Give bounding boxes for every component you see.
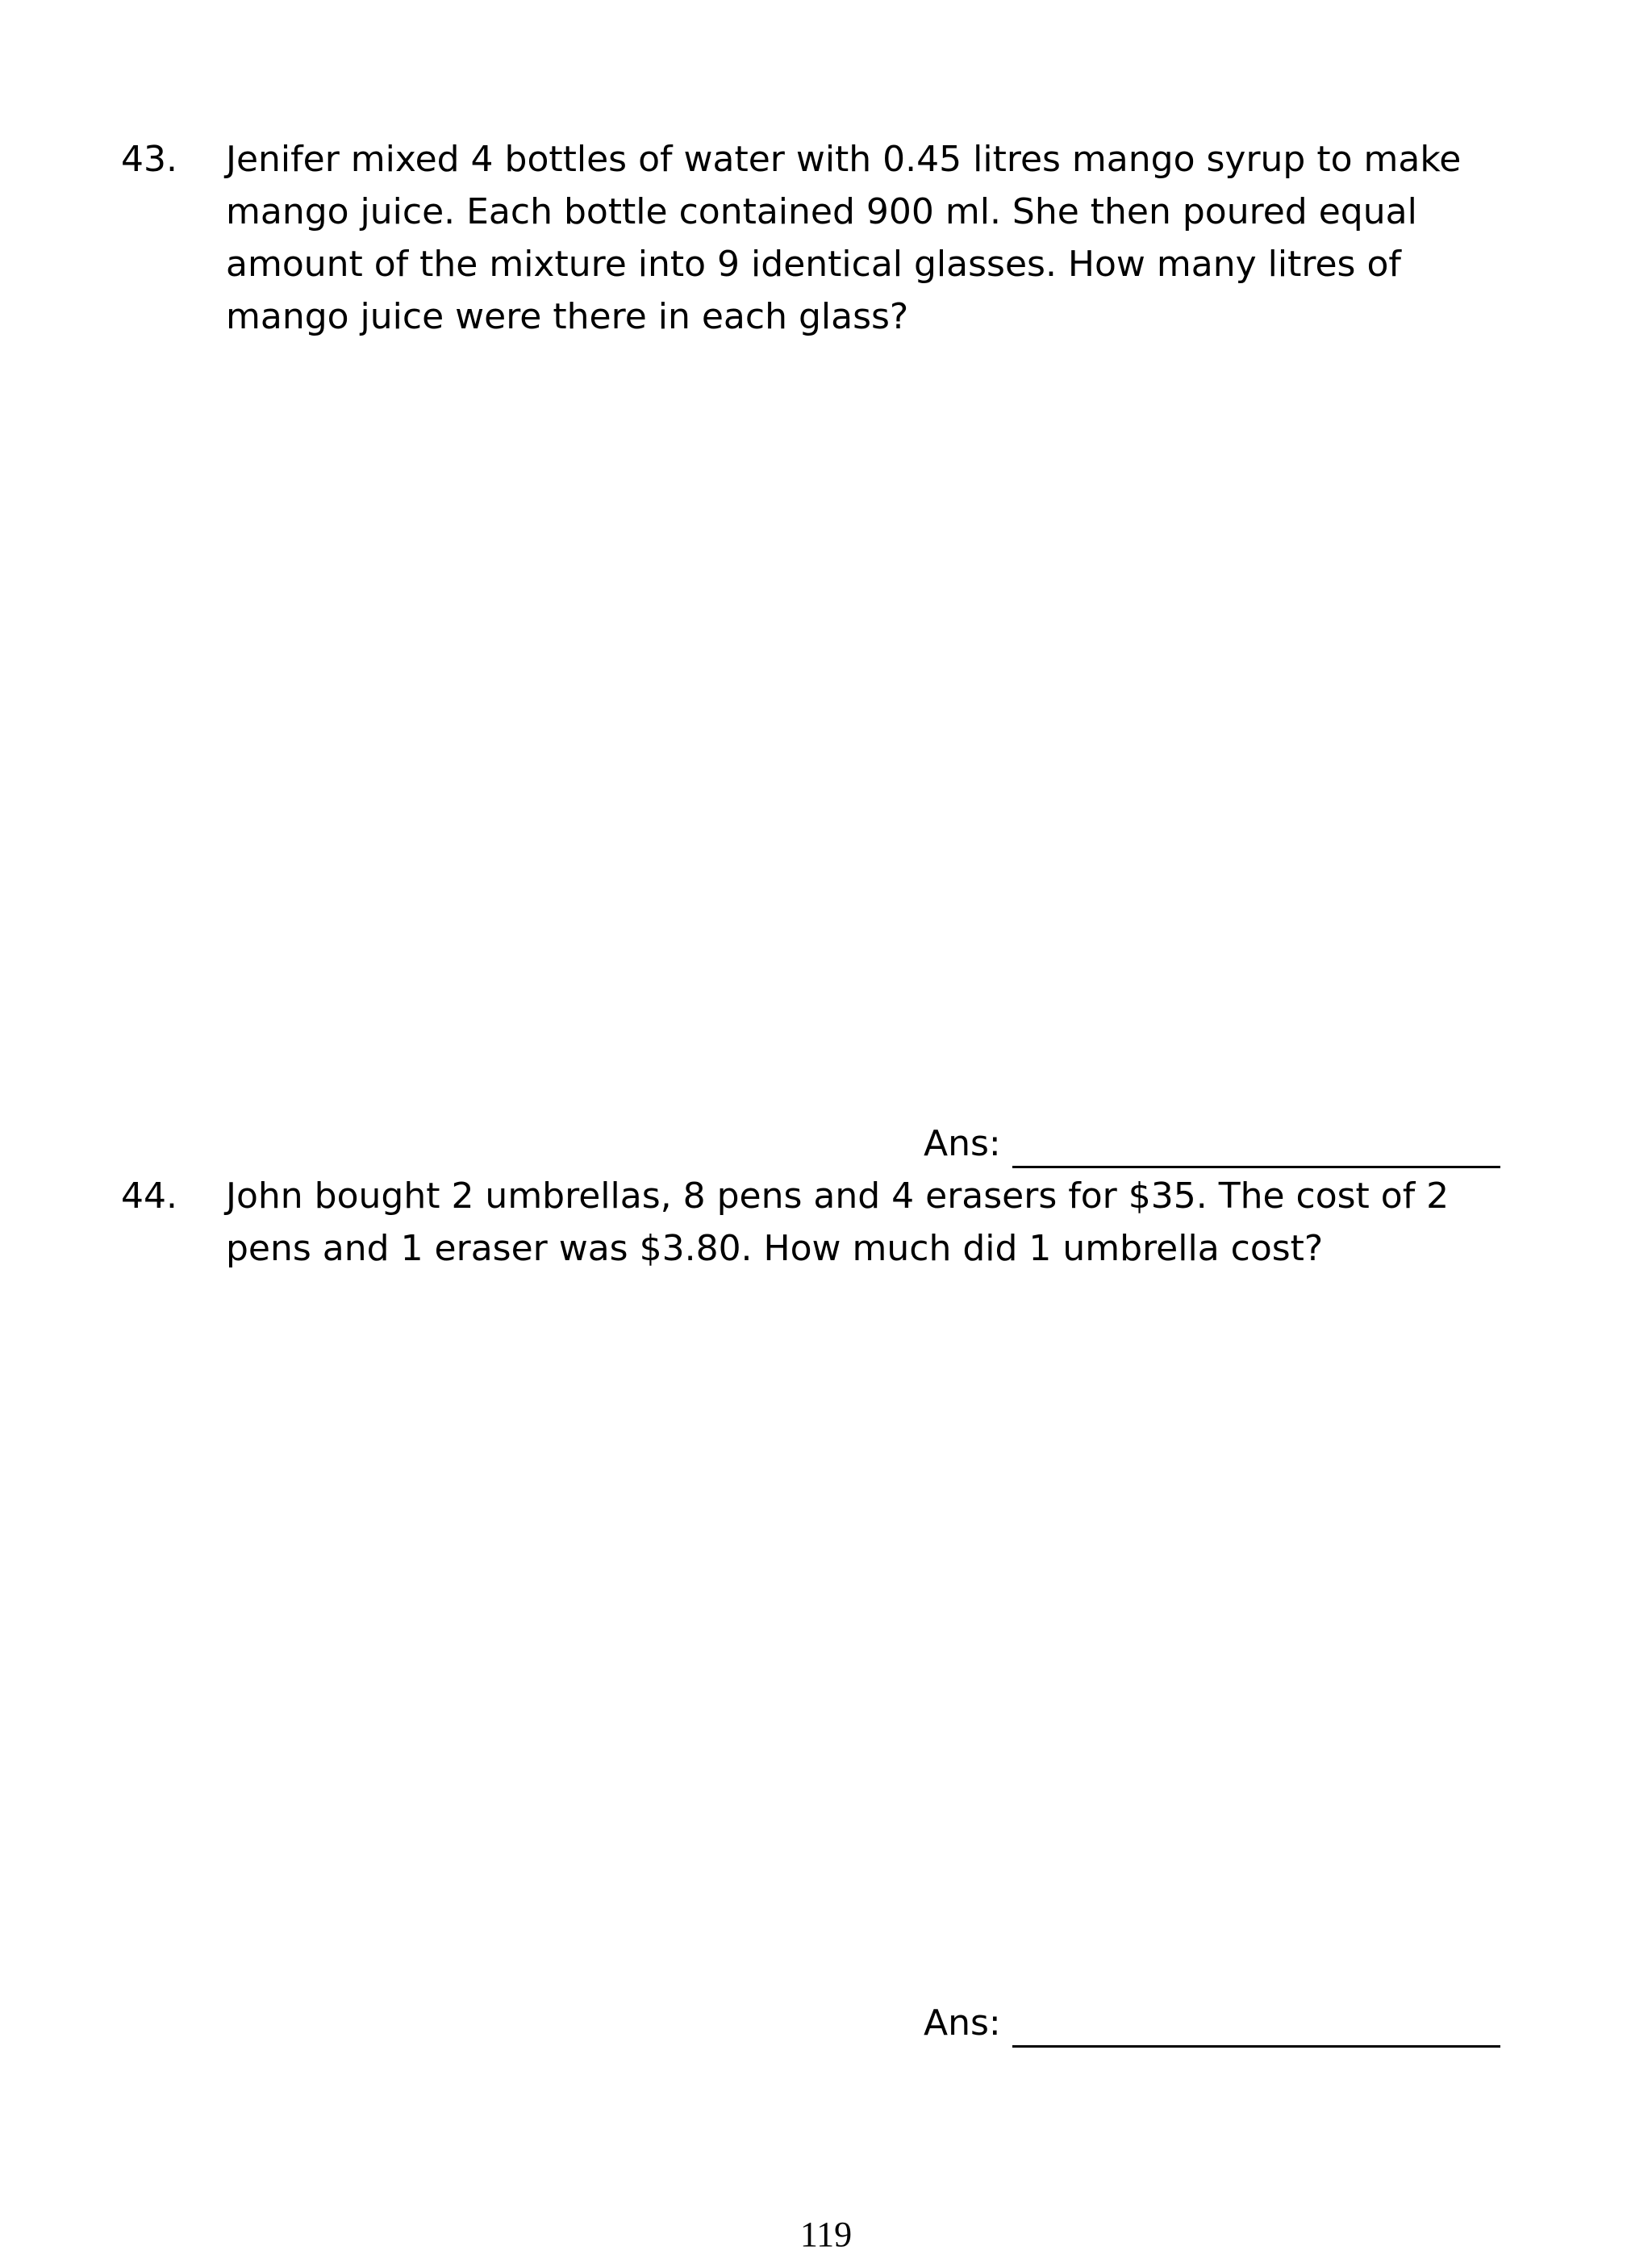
- page-number: 119: [799, 2215, 853, 2254]
- question-number: 44.: [121, 1175, 177, 1217]
- answer-label: Ans:: [924, 2002, 1001, 2044]
- answer-blank[interactable]: [1012, 2006, 1500, 2048]
- answer-blank[interactable]: [1012, 1127, 1500, 1168]
- question-44: [121, 1170, 1533, 1275]
- answer-43: [924, 1120, 1500, 1168]
- question-number: 43.: [121, 139, 177, 180]
- question-text: Jenifer mixed 4 bottles of water with 0.45 litres mango syrup to make mango juice. Each bottle contained 900 ml. She then poured equal amount of the mixture into 9 identical glasses. How many litres of mango juice were there in each glass?: [226, 139, 1462, 337]
- question-43: [121, 133, 1533, 343]
- question-text: John bought 2 umbrellas, 8 pens and 4 erasers for $35. The cost of 2 pens and 1 eraser was $3.80. How much did 1 umbrella cost?: [226, 1175, 1450, 1269]
- answer-44: [924, 1999, 1500, 2048]
- answer-label: Ans:: [924, 1123, 1001, 1164]
